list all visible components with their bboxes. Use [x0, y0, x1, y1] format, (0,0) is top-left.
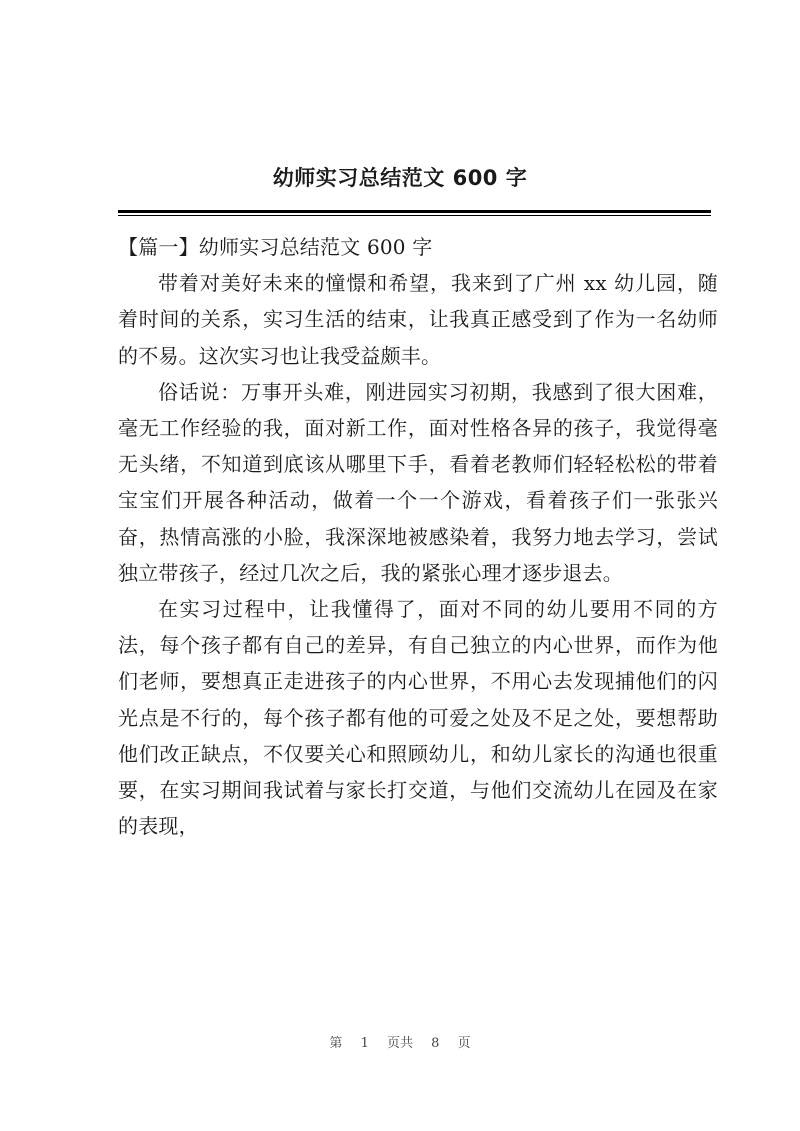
page-footer — [0, 1032, 800, 1051]
paragraph-3: 在实习过程中，让我懂得了，面对不同的幼儿要用不同的方法，每个孩子都有自己的差异，有自己独立的内心世界，而作为他们老师，要想真正走进孩子的内心世界，不用心去发现捕他们的闪光点是不行的，每个孩子都有他的可爱之处及不足之处，要想帮助他们改正缺点，不仅要关心和照顾幼儿，和幼儿家长的沟通也很重要，在实习期间我试着与家长打交道，与他们交流幼儿在园及在家的表现， — [118, 597, 718, 839]
paragraph-2: 俗话说：万事开头难，刚进园实习初期，我感到了很大困难，毫无工作经验的我，面对新工作，面对性格各异的孩子，我觉得毫无头绪，不知道到底该从哪里下手，看着老教师们轻轻松松的带着宝宝们开展各种活动，做着一个一个游戏，看着孩子们一张张兴奋，热情高涨的小脸，我深深地被感染着，我努力地去学习，尝试独立带孩子，经过几次之后，我的紧张心理才逐步退去。 — [118, 379, 718, 585]
footer-current-page: 1 — [360, 1036, 369, 1051]
document-title: 幼师实习总结范文 600 字 — [272, 166, 528, 190]
document-body — [118, 229, 718, 844]
title-divider-thin — [118, 215, 711, 216]
footer-total-pages: 8 — [431, 1036, 440, 1051]
paragraph-1: 带着对美好未来的憧憬和希望，我来到了广州 xx 幼儿园，随着时间的关系，实习生活的结束，让我真正感受到了作为一名幼师的不易。这次实习也让我受益颇丰。 — [118, 271, 718, 368]
footer-suffix: 页 — [457, 1036, 471, 1051]
section-heading: 【篇一】幼师实习总结范文 600 字 — [118, 235, 433, 259]
footer-middle: 页共 — [386, 1036, 413, 1051]
title-divider-thick — [118, 210, 711, 213]
footer-prefix: 第 — [329, 1036, 343, 1051]
